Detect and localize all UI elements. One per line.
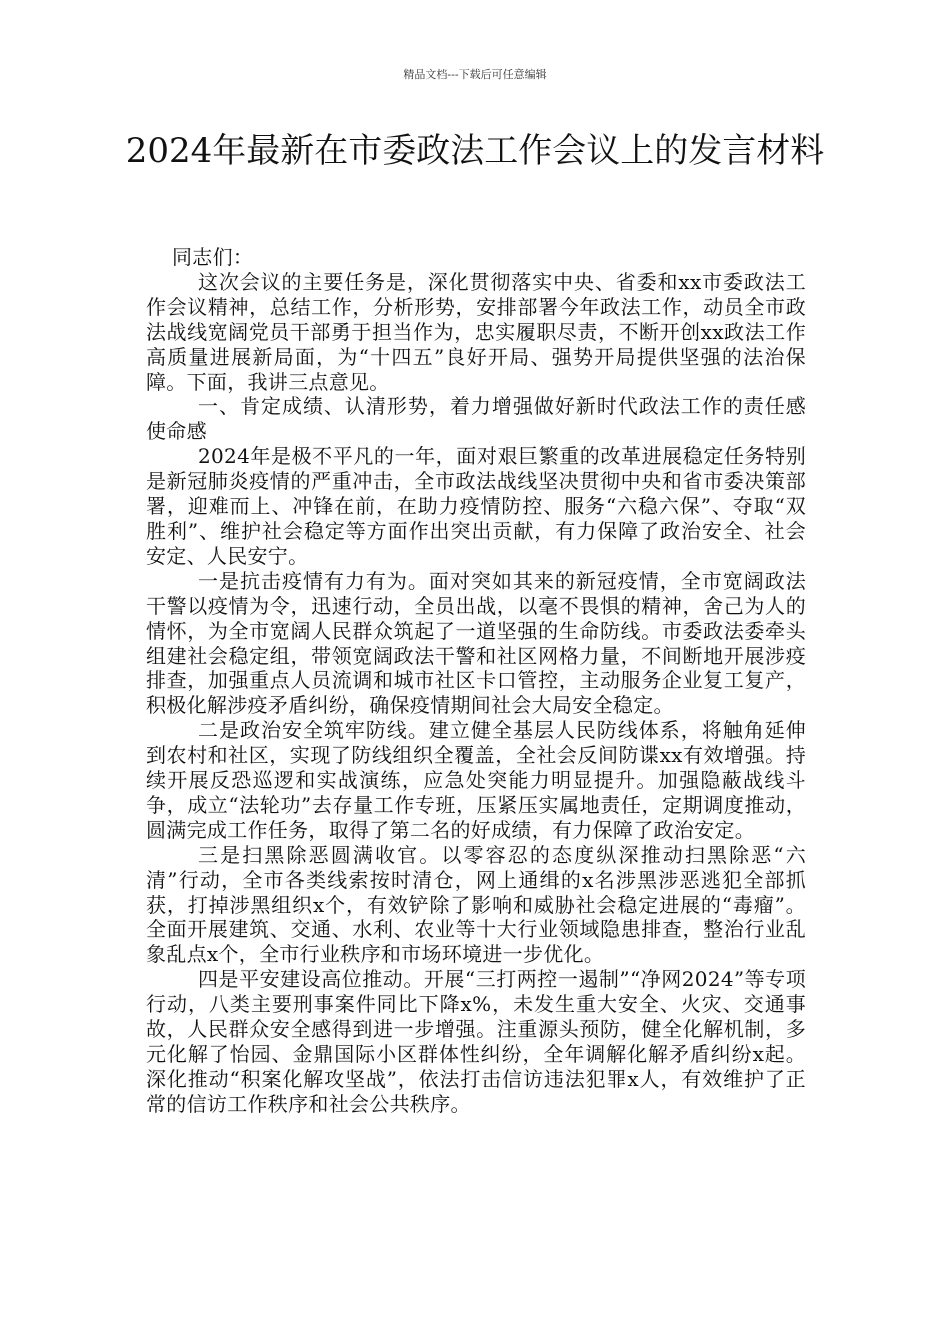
header-note: 精品文档---下载后可任意编辑 xyxy=(403,68,547,81)
paragraph-epidemic: 一是抗击疫情有力有为。面对突如其来的新冠疫情，全市宽阔政法干警以疫情为令，迅速行动，全员出战，以毫不畏惧的精神，舍己为人的情怀，为全市宽阔人民群众筑起了一道坚强的生命防线。市委政法委牵头组建社会稳定组，带领宽阔政法干警和社区网格力量，不间断地开展涉疫排查，加强重点人员流调和城市社区卡口管控，主动服务企业复工复产，积极化解涉疫矛盾纠纷，确保疫情期间社会大局安全稳定。 xyxy=(146,568,806,718)
salutation: 同志们： xyxy=(172,245,254,269)
document-title: 2024年最新在市委政法工作会议上的发言材料 xyxy=(125,131,825,171)
section-heading-1: 一、肯定成绩、认清形势，着力增强做好新时代政法工作的责任感使命感 xyxy=(146,394,806,444)
document-body xyxy=(146,245,806,1117)
paragraph-intro: 这次会议的主要任务是，深化贯彻落实中央、省委和xx市委政法工作会议精神，总结工作，分析形势，安排部署今年政法工作，动员全市政法战线宽阔党员干部勇于担当作为，忠实履职尽责，不断开创xx政法工作高质量进展新局面，为“十四五”良好开局、强势开局提供坚强的法治保障。下面，我讲三点意见。 xyxy=(146,269,806,394)
paragraph-safety-building: 四是平安建设高位推动。开展“三打两控一遏制”“净网2024”等专项行动，八类主要刑事案件同比下降x%，未发生重大安全、火灾、交通事故，人民群众安全感得到进一步增强。注重源头预防，健全化解机制，多元化解了怡园、金鼎国际小区群体性纠纷，全年调解化解矛盾纠纷x起。深化推动“积案化解攻坚战”，依法打击信访违法犯罪x人，有效维护了正常的信访工作秩序和社会公共秩序。 xyxy=(146,967,806,1116)
paragraph-2024-summary: 2024年是极不平凡的一年，面对艰巨繁重的改革进展稳定任务特别是新冠肺炎疫情的严重冲击，全市政法战线坚决贯彻中央和省市委决策部署，迎难而上、冲锋在前，在助力疫情防控、服务“六稳六保”、夺取“双胜利”、维护社会稳定等方面作出突出贡献，有力保障了政治安全、社会安定、人民安宁。 xyxy=(146,444,806,568)
paragraph-anti-crime: 三是扫黑除恶圆满收官。以零容忍的态度纵深推动扫黑除恶“六清”行动，全市各类线索按时清仓，网上通缉的x名涉黑涉恶逃犯全部抓获，打掉涉黑组织x个，有效铲除了影响和威胁社会稳定进展的“毒瘤”。全面开展建筑、交通、水利、农业等十大行业领域隐患排查，整治行业乱象乱点x个，全市行业秩序和市场环境进一步优化。 xyxy=(146,842,806,967)
paragraph-political-security: 二是政治安全筑牢防线。建立健全基层人民防线体系，将触角延伸到农村和社区，实现了防线组织全覆盖，全社会反间防谍xx有效增强。持续开展反恐巡逻和实战演练，应急处突能力明显提升。加强隐蔽战线斗争，成立“法轮功”去存量工作专班，压紧压实属地责任，定期调度推动，圆满完成工作任务，取得了第二名的好成绩，有力保障了政治安定。 xyxy=(146,718,806,842)
